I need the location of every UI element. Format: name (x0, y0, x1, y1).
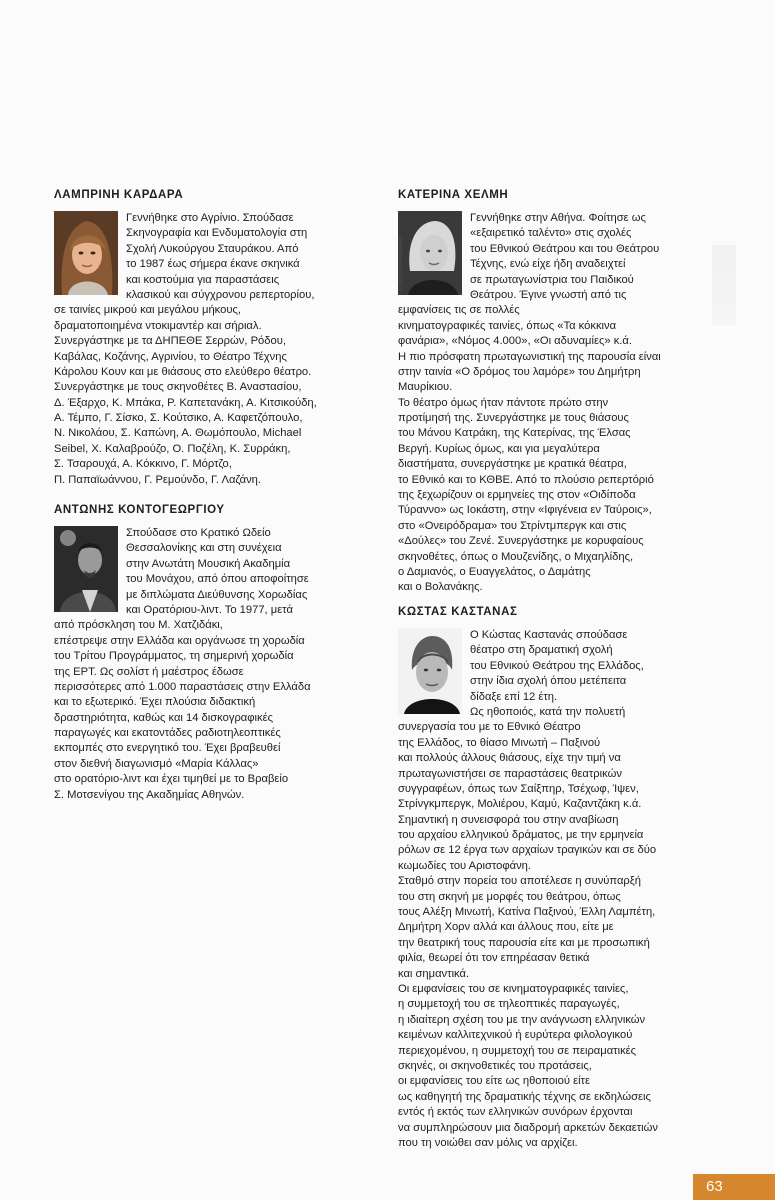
bio-text-line: εκπομπές στο ενεργητικό του. Έχει βραβευθεί (54, 742, 281, 755)
bio-text-line: Σταθμό στην πορεία του αποτέλεσε η συνύπαρξή (398, 875, 642, 888)
bio-text-line: Σπούδασε στο Κρατικό Ωδείο (126, 527, 271, 539)
person-name: ΚΩΣΤΑΣ ΚΑΣΤΑΝΑΣ (398, 606, 518, 618)
bio-text-line: οι εμφανίσεις του είτε ως ηθοποιού είτε (398, 1075, 590, 1088)
bio-text-line: επέστρεψε στην Ελλάδα και οργάνωσε τη χορωδία (54, 634, 305, 647)
bio-text-line: Σημαντική η συνεισφορά του στην αναβίωση (398, 813, 619, 826)
bio-text-line: με διπλώματα Διεύθυνσης Χορωδίας (126, 588, 308, 601)
bio-text-line: Συνεργάστηκε με τους σκηνοθέτες Β. Αναστασίου, (54, 381, 302, 394)
bio-text-line: και το εξωτερικό. Έχει πλούσια διδακτική (54, 696, 256, 709)
bio-text-line: δραματοποιημένα ντοκιμαντέρ και σήριαλ. (54, 319, 262, 332)
bio-text-line: και κοστούμια για παραστάσεις (126, 273, 280, 286)
bio-text-line: από πρόσκληση του Μ. Χατζιδάκι, (54, 619, 223, 632)
bio-text-line: φανάρια», «Νόμος 4.000», «Οι αδυναμίες» κ.ά. (398, 335, 632, 348)
bio-text-line: προτίμησή της. Συνεργάστηκε με τους θιάσους (398, 412, 629, 425)
bio-text-line: ο Δαμιανός, ο Ευαγγελάτος, ο Δαμάτης (398, 565, 591, 578)
portrait-photo (398, 211, 462, 295)
bio-text-line: κλασικού και σύγχρονου ρεπερτορίου, (126, 288, 315, 301)
bleed-through-mark (600, 58, 720, 80)
bio-text-line: στο «Ονειρόδραμα» του Στρίντμπεργκ και στις (398, 519, 627, 532)
bio-text-line: πρωταγωνιστήσει σε παραστάσεις θεατρικών (398, 767, 622, 780)
bio-text-line: του στη σκηνή με μορφές του θεάτρου, όπως (398, 890, 621, 903)
bio-text-line: Γεννήθηκε στο Αγρίνιο. Σπούδασε (126, 212, 294, 224)
bio-text-line: φιλία, θεωρεί ότι τον επηρέασαν θετικά (398, 952, 590, 965)
bio-text-line: ως καθηγητή της δραματικής τέχνης σε εκδηλώσεις (398, 1090, 651, 1103)
person-name: ΚΑΤΕΡΙΝΑ ΧΕΛΜΗ (398, 189, 509, 201)
page-number: 63 (706, 1178, 723, 1195)
bio-text-line: Το θέατρο όμως ήταν πάντοτε πρώτο στην (398, 396, 609, 409)
bio-text-line: να συμπληρώσουν μια διαδρομή αρκετών δεκαετιών (398, 1121, 658, 1134)
bio-text-line: Στρίνγκμπεργκ, Μολιέρου, Καμύ, Καζαντζάκη κ.ά. (398, 798, 642, 811)
bio-text-line: συγγραφέων, όπως των Σαίξπηρ, Τσέχωφ, Ίψεν, (398, 782, 639, 795)
person-name: ΛΑΜΠΡΙΝΗ ΚΑΡΔΑΡΑ (54, 189, 184, 201)
bio-text-line: και Ορατόριου-λιντ. Το 1977, μετά (126, 603, 293, 616)
bio-section (54, 503, 359, 803)
bio-text-line: σκηνοθέτες, όπως ο Μουζενίδης, ο Μιχαηλίδης, (398, 550, 634, 563)
bio-text-line: το Εθνικό και το ΚΘΒΕ. Από το πλούσιο ρεπερτόριό (398, 473, 654, 486)
bio-text-line: Βεργή. Κυρίως όμως, και για μεγαλύτερα (398, 442, 600, 455)
bio-text-line: δραστηριότητα, καθώς και 14 δισκογραφικές (54, 711, 273, 724)
bio-text-line: Α. Τέμπο, Γ. Σίσκο, Σ. Κούτσικο, Α. Καφετζόπουλο, (54, 412, 303, 425)
bio-text-line: ρόλων σε 12 έργα των αρχαίων τραγικών και σε δύο (398, 844, 657, 857)
bio-text-line: και σημαντικά. (398, 967, 470, 980)
bio-text-line: Δ. Έξαρχο, Κ. Μπάκα, Ρ. Καπετανάκη, Α. Κιτσικούδη, (54, 396, 317, 409)
bio-text-line: της ξεχωρίζουν οι ερμηνείες της στον «Οιδίποδα (398, 489, 636, 502)
bio-text-line: στην Ανωτάτη Μουσική Ακαδημία (126, 557, 291, 570)
bio-text-line: συνεργασία του με το Εθνικό Θέατρο (398, 721, 581, 734)
bio-text-line: Θεσσαλονίκης και στη συνέχεια (126, 542, 282, 555)
person-name: ΑΝΤΩΝΗΣ ΚΟΝΤΟΓΕΩΡΓΙΟΥ (54, 504, 225, 516)
bio-text-line: σε πρωταγωνίστρια του Παιδικού (470, 273, 634, 286)
photo-credit: © STUDIO ΚΑΘΣΙΔΩΝΗΣ (398, 237, 403, 291)
bio-text-line: τους Αλέξη Μινωτή, Κατίνα Παξινού, Έλλη Λαμπέτη, (398, 906, 656, 919)
bio-text-line: Τύραννο» ως Ιοκάστη, στην «Ιφιγένεια εν Ταύροις», (398, 504, 652, 517)
bio-text-line: Μαυρίκιου. (398, 381, 453, 394)
bio-text-line: Σχολή Λυκούργου Σταυράκου. Από (126, 242, 299, 255)
bleed-through-mark (712, 245, 736, 325)
bio-text-line: περισσότερες από 1.000 παραστάσεις στην Ελλάδα (54, 680, 311, 693)
bio-text-line: την θεατρική τους παρουσία είτε και με προσωπική (398, 936, 650, 949)
bio-text-line: και πολλούς άλλους θιάσους, είχε την τιμή να (398, 752, 621, 765)
bio-section (398, 188, 708, 596)
bio-text-line: η ιδιαίτερη σχέση του με την ανάγνωση ελληνικών (398, 1013, 646, 1026)
bio-text-line: στον διεθνή διαγωνισμό «Μαρία Κάλλας» (54, 757, 259, 770)
bio-text-line: παραγωγές και εκατοντάδες ραδιοτηλεοπτικές (54, 727, 281, 740)
bio-text-line: του Μονάχου, από όπου αποφοίτησε (126, 573, 309, 586)
bio-text-line: του Τρίτου Προγράμματος, τη σημερινή χορωδία (54, 650, 294, 663)
bio-text-line: περιεχομένου, η συμμετοχή του σε πειραματικές (398, 1044, 637, 1057)
bio-text-line: που τη νοιώθει σαν μόλις να αρχίζει. (398, 1136, 578, 1149)
bio-text-line: του Εθνικού Θεάτρου της Ελλάδος, (470, 659, 644, 672)
bio-text-line: της Ελλάδος, το θίασο Μινωτή – Παξινού (398, 736, 601, 749)
bio-text-line: κωμωδίες του Αριστοφάνη. (398, 859, 532, 872)
bio-text-line: του Εθνικού Θεάτρου και του Θεάτρου (470, 242, 660, 255)
bio-text-line: κινηματογραφικές ταινίες, όπως «Τα κόκκινα (398, 319, 617, 332)
bio-text-line: Ο Κώστας Καστανάς σπούδασε (470, 629, 628, 641)
bio-text-line: στην ίδια σχολή όπου μετέπειτα (470, 675, 627, 688)
bio-text-line: κειμένων καλλιτεχνικού ή ευρύτερα φιλολογικού (398, 1029, 633, 1042)
portrait-photo (54, 211, 118, 295)
bio-text-line: και ο Βολανάκης. (398, 581, 483, 594)
bio-text-line: εντός ή εκτός των ελληνικών συνόρων έρχονται (398, 1106, 633, 1119)
bio-text-line: Κάρολου Κουν και με θιάσους στο ελεύθερο θέατρο. (54, 365, 312, 378)
bio-section (54, 188, 359, 488)
bio-text-line: το 1987 έως σήμερα έκανε σκηνικά (126, 258, 300, 271)
bio-text-line: δίδαξε επί 12 έτη. (470, 690, 558, 703)
bio-text-line: Η πιο πρόσφατη πρωταγωνιστική της παρουσία είναι (398, 350, 661, 363)
bio-text-line: «εξαιρετικό ταλέντο» στις σχολές (470, 227, 632, 240)
bio-text-line: η συμμετοχή του σε τηλεοπτικές παραγωγές, (398, 998, 620, 1011)
bio-text-line: Δημήτρη Χορν αλλά και άλλους που, είτε με (398, 921, 614, 934)
bio-text-line: Ν. Νικολάου, Σ. Καπώνη, Α. Θωμόπουλο, Michael (54, 427, 302, 440)
bio-text-line: διαστήματα, συνεργάστηκε με κρατικά θέατρα, (398, 458, 627, 471)
bio-section (398, 605, 718, 1151)
bio-text-line: στην ταινία «Ο δρόμος του λαμόρε» του Δημήτρη (398, 365, 641, 378)
bio-text-line: του Μάνου Κατράκη, της Κατερίνας, της Έλσας (398, 427, 631, 440)
bio-text-line: Θεάτρου. Έγινε γνωστή από τις (470, 288, 627, 301)
bio-text-line: Σ. Μοτσενίγου της Ακαδημίας Αθηνών. (54, 788, 245, 801)
bio-text-line: «Δούλες» του Ζενέ. Συνεργάστηκε με κορυφαίους (398, 535, 644, 548)
bio-text-line: Καβάλας, Κοζάνης, Αγρινίου, το Θέατρο Τέχνης (54, 350, 287, 363)
bio-text-line: του αρχαίου ελληνικού δράματος, με την ερμηνεία (398, 829, 644, 842)
bio-text-line: Τέχνης, ενώ είχε ήδη αναδειχτεί (470, 258, 626, 271)
bio-text-line: Ως ηθοποιός, κατά την πολυετή (470, 705, 626, 718)
portrait-photo (398, 628, 462, 714)
bio-text-line: Σκηνογραφία και Ενδυματολογία στη (126, 227, 308, 240)
bio-text-line: εμφανίσεις τις σε πολλές (398, 304, 520, 317)
bio-text-line: Seibel, Χ. Καλαβρούζο, Ο. Ποζέλη, Κ. Συρράκη, (54, 442, 291, 455)
bio-text-line: σκηνές, οι σκηνοθετικές του προτάσεις, (398, 1059, 592, 1072)
bio-text-line: της ΕΡΤ. Ως σολίστ ή μαέστρος έδωσε (54, 665, 244, 678)
bio-text-line: Οι εμφανίσεις του σε κινηματογραφικές ταινίες, (398, 982, 629, 995)
bio-text-line: Γεννήθηκε στην Αθήνα. Φοίτησε ως (470, 212, 646, 224)
bio-text-line: θέατρο στη δραματική σχολή (470, 644, 613, 657)
bio-text-line: Συνεργάστηκε με τα ΔΗΠΕΘΕ Σερρών, Ρόδου, (54, 335, 286, 348)
bio-text-line: Π. Παπαϊωάννου, Γ. Ρεμούνδο, Γ. Λαζάνη. (54, 473, 261, 486)
bio-text-line: στο ορατόριο-λιντ και έχει τιμηθεί με το Βραβείο (54, 773, 289, 786)
portrait-photo (54, 526, 118, 612)
bio-text-line: Σ. Τσαρουχά, Α. Κόκκινο, Γ. Μόρτζο, (54, 458, 232, 471)
bio-text-line: σε ταινίες μικρού και μεγάλου μήκους, (54, 304, 241, 317)
